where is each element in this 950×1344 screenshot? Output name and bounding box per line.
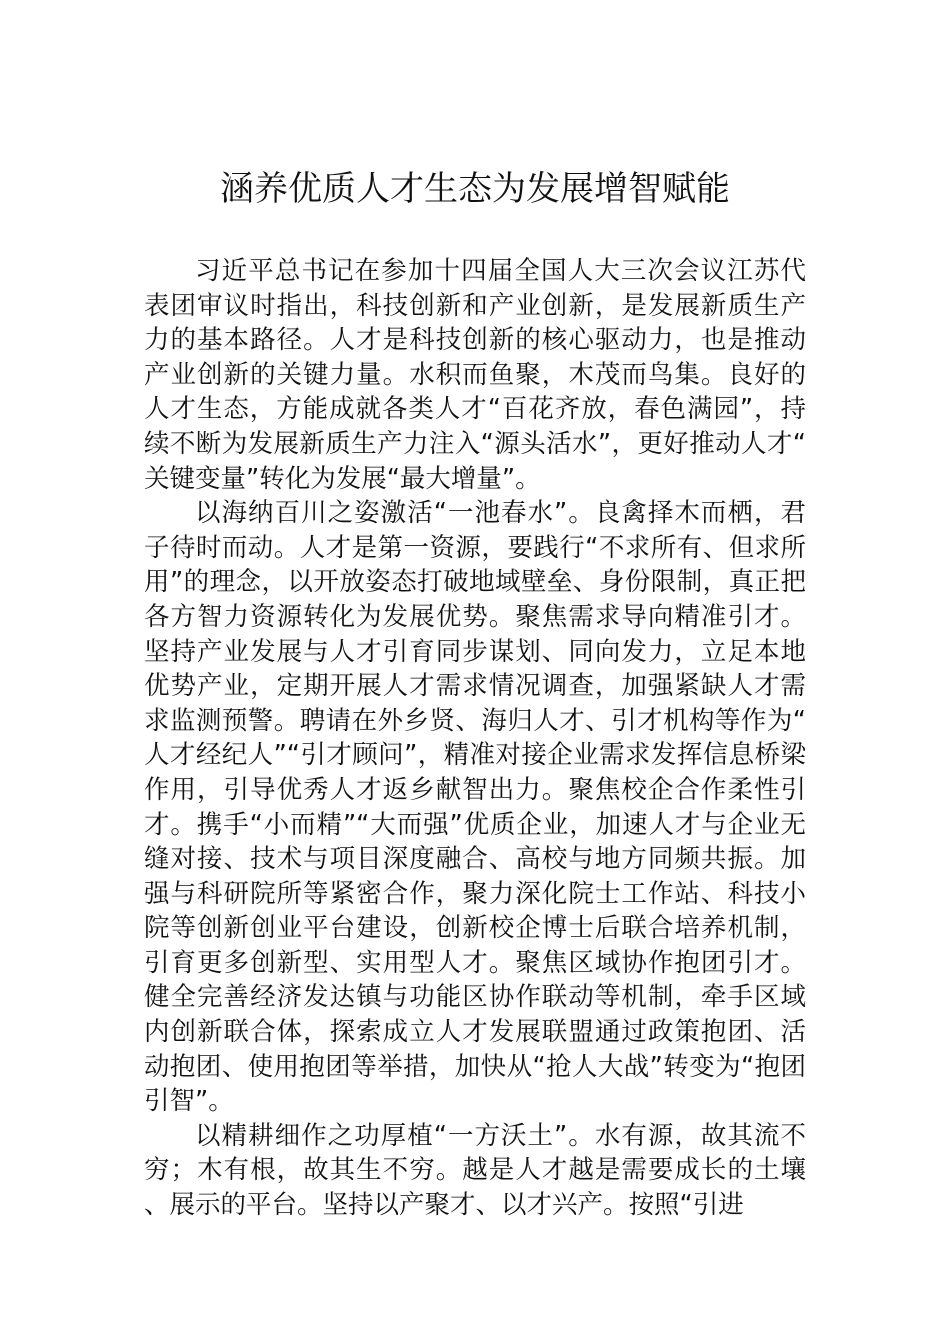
paragraph: 习近平总书记在参加十四届全国人大三次会议江苏代表团审议时指出，科技创新和产业创新，是发展新质生产力的基本路径。人才是科技创新的核心驱动力，也是推动产业创新的关键力量。水积而鱼聚，木茂而鸟集。良好的人才生态，方能成就各类人才“百花齐放，春色满园”，持续不断为发展新质生产力注入“源头活水”，更好推动人才“关键变量”转化为发展“最大增量”。 — [144, 256, 806, 494]
document-body — [144, 254, 806, 1223]
document-title: 涵养优质人才生态为发展增智赋能 — [220, 169, 730, 209]
paragraph: 以精耕细作之功厚植“一方沃土”。水有源，故其流不穷；木有根，故其生不穷。越是人才越是需要成长的土壤、展示的平台。坚持以产聚才、以才兴产。按照“引进 — [144, 1120, 806, 1221]
paragraph: 以海纳百川之姿激活“一池春水”。良禽择木而栖，君子待时而动。人才是第一资源，要践行“不求所有、但求所用”的理念，以开放姿态打破地域壁垒、身份限制，真正把各方智力资源转化为发展优势。聚焦需求导向精准引才。坚持产业发展与人才引育同步谋划、同向发力，立足本地优势产业，定期开展人才需求情况调查，加强紧缺人才需求监测预警。聘请在外乡贤、海归人才、引才机构等作为“人才经纪人”“引才顾问”，精准对接企业需求发挥信息桥梁作用，引导优秀人才返乡献智出力。聚焦校企合作柔性引才。携手“小而精”“大而强”优质企业，加速人才与企业无缝对接、技术与项目深度融合、高校与地方同频共振。加强与科研院所等紧密合作，聚力深化院士工作站、科技小院等创新创业平台建设，创新校企博士后联合培养机制，引育更多创新型、实用型人才。聚焦区域协作抱团引才。健全完善经济发达镇与功能区协作联动等机制，牵手区域内创新联合体，探索成立人才发展联盟通过政策抱团、活动抱团、使用抱团等举措，加快从“抢人大战”转变为“抱团引智”。 — [144, 498, 806, 1117]
